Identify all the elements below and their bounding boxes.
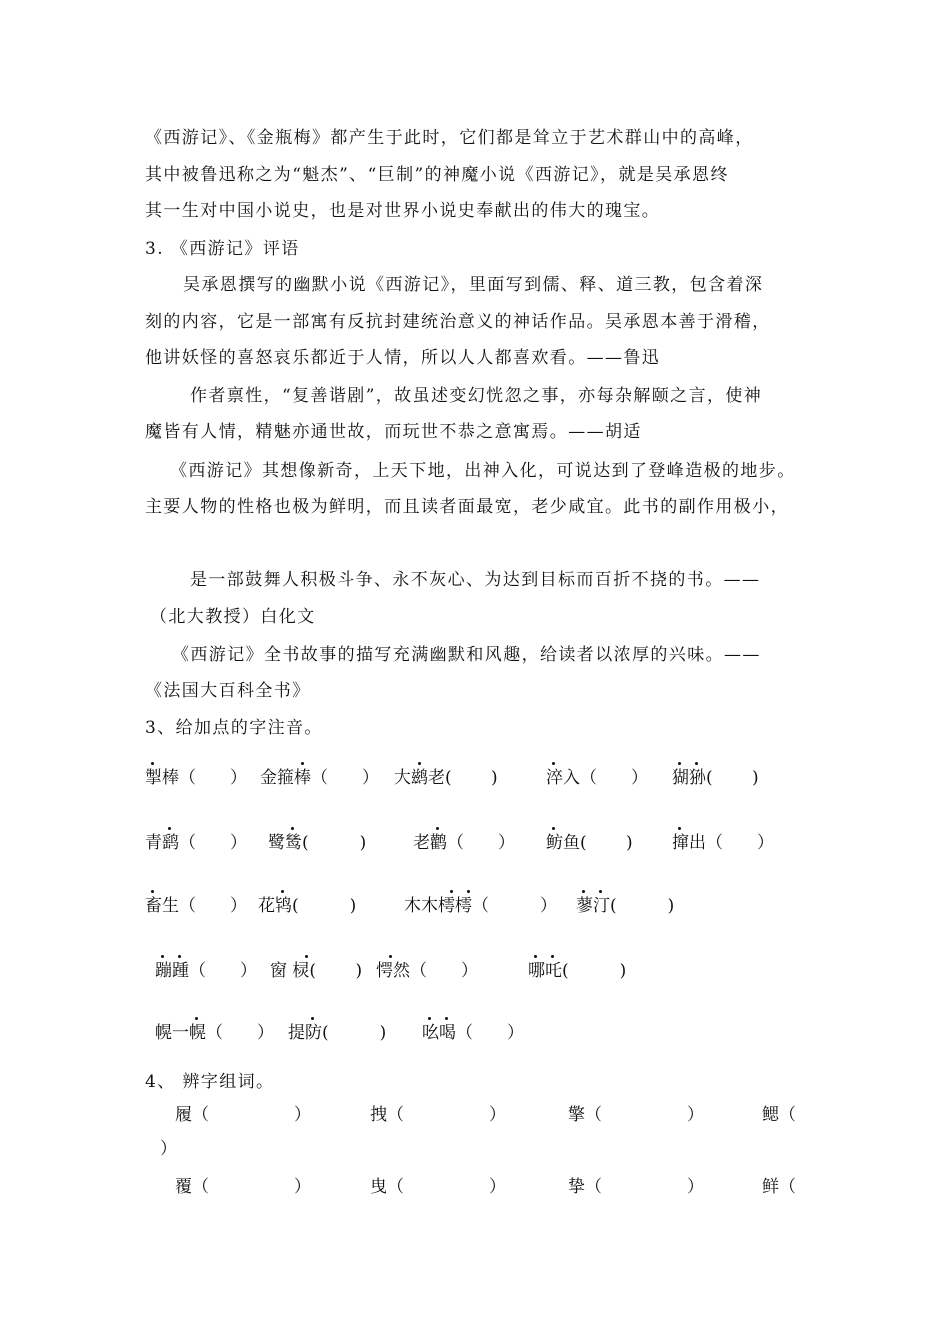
pinyin-item: 哪吒( ) [528,961,627,981]
emphasis-dot [599,890,602,893]
emphasis-dot [151,762,154,765]
word-item: 鲜（ [762,1177,796,1197]
pinyin-item: 愕然（ ） [376,961,478,981]
emphasis-dot [168,827,171,830]
emphasis-dot [678,762,681,765]
pinyin-item: 畜生（ ） [145,896,247,916]
pinyin-item: 淬入（ ） [546,768,648,788]
emphasis-dot [552,827,555,830]
emphasis-dot [436,827,439,830]
review-baihuawen: （北大教授）白化文 [150,607,316,627]
word-item: 覆（ ） [175,1177,311,1197]
pinyin-item: 窗 棂( ) [270,961,363,981]
emphasis-dot [281,890,284,893]
pinyin-item: 花鸨( ) [258,896,357,916]
emphasis-dot [445,1017,448,1020]
paragraph-line: 《西游记》、《金瓶梅》都产生于此时，它们都是耸立于艺术群山中的高峰， [145,128,754,148]
pinyin-item: 木木樗樗（ ） [404,896,557,916]
pinyin-item: 猢狲( ) [672,768,759,788]
pinyin-item: 金箍棒（ ） [260,768,379,788]
pinyin-item: 老鹳（ ） [413,833,515,853]
emphasis-dot [678,827,681,830]
emphasis-dot [418,762,421,765]
emphasis-dot [389,955,392,958]
pinyin-item: 吆喝（ ） [422,1023,524,1043]
paragraph-line: 其一生对中国小说史，也是对世界小说史奉献出的伟大的瑰宝。 [145,201,661,221]
pinyin-item: 青鹞（ ） [145,833,247,853]
review-luxun: 他讲妖怪的喜怒哀乐都近于人情，所以人人都喜欢看。——鲁迅 [145,348,661,368]
pinyin-item: 蹦踵（ ） [155,961,257,981]
word-item-wrap: ） [160,1139,177,1159]
review-luxun: 刻的内容，它是一部寓有反抗封建统治意义的神话作品。吴承恩本善于滑稽， [145,312,771,332]
emphasis-dot [291,827,294,830]
emphasis-dot [311,1017,314,1020]
emphasis-dot [178,955,181,958]
pinyin-item: 大鹚老( ) [394,768,498,788]
question-heading: 3、给加点的字注音。 [145,718,323,738]
word-item: 曳（ ） [370,1177,506,1197]
paragraph-line: 其中被鲁迅称之为“魁杰”、“巨制”的神魔小说《西游记》，就是吴承恩终 [145,165,729,185]
question-heading: 4、 辨字组词。 [145,1072,275,1092]
emphasis-dot [552,762,555,765]
word-item: 鳃（ [762,1105,796,1125]
word-item: 挚（ ） [568,1177,704,1197]
word-item: 拽（ ） [370,1105,506,1125]
word-item: 履（ ） [175,1105,311,1125]
emphasis-dot [195,1017,198,1020]
pinyin-item: 蓼汀( ) [576,896,675,916]
review-encyclopedia: 《法国大百科全书》 [145,681,311,701]
review-general: 主要人物的性格也极为鲜明，而且读者面最宽，老少咸宜。此书的副作用极小， [145,497,789,517]
emphasis-dot [301,762,304,765]
pinyin-item: 提防( ) [288,1023,387,1043]
pinyin-item: 撺出（ ） [672,833,774,853]
emphasis-dot [428,1017,431,1020]
section-heading: 3. 《西游记》评语 [145,239,300,259]
emphasis-dot [305,955,308,958]
emphasis-dot [534,955,537,958]
emphasis-dot [551,955,554,958]
pinyin-item: 鹭鸶( ) [268,833,367,853]
pinyin-item: 鲂鱼( ) [546,833,633,853]
emphasis-dot [467,890,470,893]
pinyin-item: 掣棒（ ） [145,768,247,788]
review-encyclopedia: 《西游记》全书故事的描写充满幽默和风趣，给读者以浓厚的兴味。—— [172,645,761,665]
emphasis-dot [582,890,585,893]
review-luxun: 吴承恩撰写的幽默小说《西游记》，里面写到儒、释、道三教，包含着深 [183,275,764,295]
emphasis-dot [695,762,698,765]
word-item: 擎（ ） [568,1105,704,1125]
emphasis-dot [161,955,164,958]
review-hushi: 魔皆有人情，精魅亦通世故，而玩世不恭之意寓焉。——胡适 [145,422,642,442]
review-hushi: 作者禀性，“复善谐剧”，故虽述变幻恍忽之事，亦每杂解颐之言，使神 [190,386,763,406]
pinyin-item: 幌一幌（ ） [155,1023,274,1043]
emphasis-dot [151,890,154,893]
review-baihuawen: 是一部鼓舞人积极斗争、永不灰心、为达到目标而百折不挠的书。—— [190,570,761,590]
review-general: 《西游记》其想像新奇，上天下地，出神入化，可说达到了登峰造极的地步。 [170,461,796,481]
emphasis-dot [450,890,453,893]
